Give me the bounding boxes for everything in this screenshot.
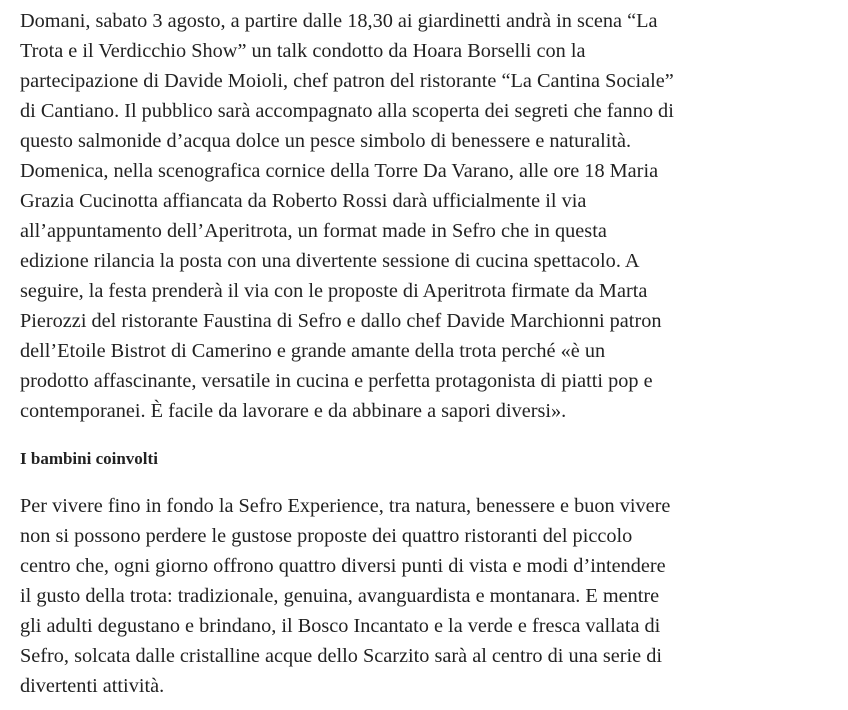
text-line: Per vivere fino in fondo la Sefro Experience, tra natura, benessere e buon vivere bbox=[20, 495, 671, 517]
text-line: seguire, la festa prenderà il via con le proposte di Aperitrota firmate da Marta bbox=[20, 280, 648, 302]
text-line: Domani, sabato 3 agosto, a partire dalle 18,30 ai giardinetti andrà in scena “La bbox=[20, 10, 658, 32]
text-line: divertenti attività. bbox=[20, 675, 165, 697]
text-line: Trota e il Verdicchio Show” un talk condotto da Hoara Borselli con la bbox=[20, 40, 586, 62]
article-paragraph-1 bbox=[20, 6, 828, 426]
text-line: Sefro, solcata dalle cristalline acque dello Scarzito sarà al centro di una serie di bbox=[20, 645, 662, 667]
text-line: il gusto della trota: tradizionale, genuina, avanguardista e montanara. E mentre bbox=[20, 585, 660, 607]
article-paragraph-2 bbox=[20, 491, 828, 701]
text-line: partecipazione di Davide Moioli, chef patron del ristorante “La Cantina Sociale” bbox=[20, 70, 674, 92]
text-line: Pierozzi del ristorante Faustina di Sefro e dallo chef Davide Marchionni patron bbox=[20, 310, 662, 332]
text-line: Grazia Cucinotta affiancata da Roberto Rossi darà ufficialmente il via bbox=[20, 190, 587, 212]
article-body bbox=[20, 6, 828, 701]
text-line: centro che, ogni giorno offrono quattro diversi punti di vista e modi d’intendere bbox=[20, 555, 666, 577]
text-line: non si possono perdere le gustose proposte dei quattro ristoranti del piccolo bbox=[20, 525, 633, 547]
text-line: di Cantiano. Il pubblico sarà accompagnato alla scoperta dei segreti che fanno di bbox=[20, 100, 674, 122]
text-line: gli adulti degustano e brindano, il Bosco Incantato e la verde e fresca vallata di bbox=[20, 615, 661, 637]
text-line: dell’Etoile Bistrot di Camerino e grande amante della trota perché «è un bbox=[20, 340, 606, 362]
text-line: all’appuntamento dell’Aperitrota, un format made in Sefro che in questa bbox=[20, 220, 607, 242]
section-heading: I bambini coinvolti bbox=[20, 449, 158, 468]
text-line: contemporanei. È facile da lavorare e da abbinare a sapori diversi». bbox=[20, 400, 567, 422]
text-line: questo salmonide d’acqua dolce un pesce simbolo di benessere e naturalità. bbox=[20, 130, 632, 152]
text-line: prodotto affascinante, versatile in cucina e perfetta protagonista di piatti pop e bbox=[20, 370, 653, 392]
text-line: edizione rilancia la posta con una divertente sessione di cucina spettacolo. A bbox=[20, 250, 640, 272]
text-line: Domenica, nella scenografica cornice della Torre Da Varano, alle ore 18 Maria bbox=[20, 160, 659, 182]
